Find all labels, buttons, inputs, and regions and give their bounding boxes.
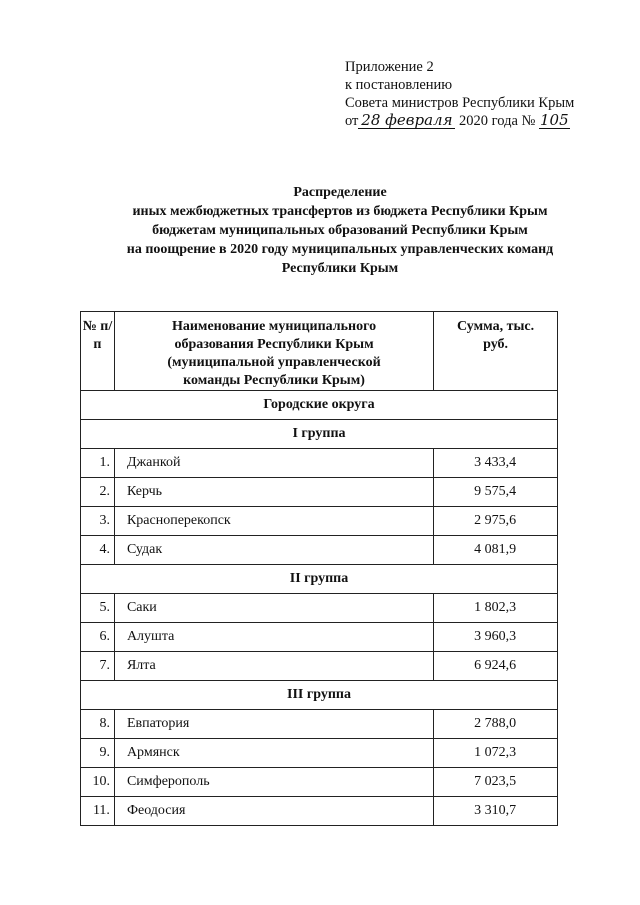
resolution-ref: к постановлению — [345, 77, 453, 93]
group-label: II группа — [81, 565, 558, 594]
table-row — [81, 652, 558, 681]
amount-value: 6 924,6 — [434, 652, 558, 681]
municipality-name: Джанкой — [114, 449, 433, 478]
header-num: № п/п — [81, 312, 115, 391]
amount-value: 2 975,6 — [434, 507, 558, 536]
date-prefix: от — [345, 113, 359, 129]
section-label: Городские округа — [81, 391, 558, 420]
amount-value: 1 072,3 — [434, 739, 558, 768]
handwritten-number: 105 — [539, 111, 569, 129]
row-number: 7. — [81, 652, 115, 681]
table-row — [81, 797, 558, 826]
municipality-name: Феодосия — [114, 797, 433, 826]
group-row — [81, 420, 558, 449]
appendix-header — [345, 58, 625, 130]
table-row — [81, 507, 558, 536]
municipality-name: Керчь — [114, 478, 433, 507]
header-name: Наименование муниципального образования Республики Крым (муниципальной управленческой команды Республики Крым) — [114, 312, 433, 391]
municipality-name: Ялта — [114, 652, 433, 681]
municipality-name: Алушта — [114, 623, 433, 652]
group-row — [81, 681, 558, 710]
row-number: 8. — [81, 710, 115, 739]
municipality-name: Симферополь — [114, 768, 433, 797]
title-line-3: бюджетам муниципальных образований Республики Крым — [152, 223, 528, 238]
council-name: Совета министров Республики Крым — [345, 95, 575, 111]
amount-value: 3 433,4 — [434, 449, 558, 478]
title-line-5: Республики Крым — [281, 261, 399, 276]
title-line-4: на поощрение в 2020 году муниципальных управленческих команд — [126, 242, 554, 257]
amount-value: 4 081,9 — [434, 536, 558, 565]
amount-value: 1 802,3 — [434, 594, 558, 623]
appendix-label: Приложение 2 — [345, 59, 434, 75]
table-row — [81, 739, 558, 768]
row-number: 5. — [81, 594, 115, 623]
row-number: 3. — [81, 507, 115, 536]
amount-value: 7 023,5 — [434, 768, 558, 797]
row-number: 1. — [81, 449, 115, 478]
amount-value: 9 575,4 — [434, 478, 558, 507]
row-number: 9. — [81, 739, 115, 768]
table-row — [81, 768, 558, 797]
municipality-name: Евпатория — [114, 710, 433, 739]
year-text: 2020 года № — [459, 113, 536, 129]
amount-value: 3 960,3 — [434, 623, 558, 652]
section-row — [81, 391, 558, 420]
group-label: I группа — [81, 420, 558, 449]
group-label: III группа — [81, 681, 558, 710]
municipality-name: Судак — [114, 536, 433, 565]
row-number: 4. — [81, 536, 115, 565]
table-row — [81, 449, 558, 478]
table-header-row — [81, 312, 558, 391]
table-row — [81, 710, 558, 739]
handwritten-date: 28 февраля — [358, 112, 455, 129]
table-row — [81, 536, 558, 565]
table-body — [81, 391, 558, 826]
amount-value: 3 310,7 — [434, 797, 558, 826]
title-line-2: иных межбюджетных трансфертов из бюджета Республики Крым — [132, 204, 548, 219]
group-row — [81, 565, 558, 594]
municipality-name: Армянск — [114, 739, 433, 768]
date-line — [345, 112, 625, 130]
row-number: 11. — [81, 797, 115, 826]
table-row — [81, 623, 558, 652]
amount-value: 2 788,0 — [434, 710, 558, 739]
row-number: 6. — [81, 623, 115, 652]
transfers-table — [80, 311, 558, 826]
table-row — [81, 478, 558, 507]
row-number: 10. — [81, 768, 115, 797]
document-title — [60, 183, 620, 278]
header-sum: Сумма, тыс. руб. — [434, 312, 558, 391]
row-number: 2. — [81, 478, 115, 507]
title-line-1: Распределение — [293, 185, 387, 200]
municipality-name: Саки — [114, 594, 433, 623]
municipality-name: Красноперекопск — [114, 507, 433, 536]
table-row — [81, 594, 558, 623]
